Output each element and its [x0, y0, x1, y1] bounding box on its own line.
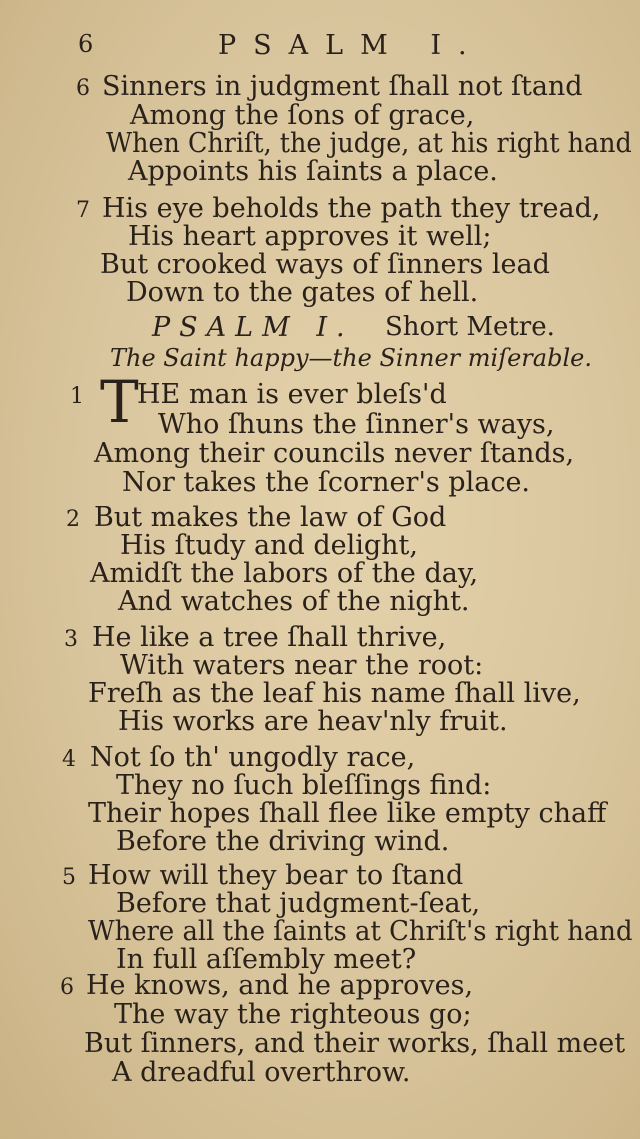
verse-line: Not ſo th' ungodly race, — [90, 742, 416, 773]
verse-line: He like a tree ſhall thrive, — [92, 622, 447, 653]
stanza-number: 2 — [66, 507, 80, 532]
stanza-number: 7 — [76, 198, 90, 223]
verse-line: His ſtudy and delight, — [120, 530, 418, 561]
stanza-number: 3 — [64, 627, 78, 652]
page-number: 6 — [78, 30, 94, 58]
verse-line: Before the driving wind. — [116, 826, 450, 857]
verse-line: HE man is ever bleſs'd — [137, 379, 447, 410]
verse-line: But ſinners, and their works, ſhall meet — [84, 1028, 626, 1059]
verse-line: He knows, and he approves, — [86, 970, 474, 1001]
stanza-number: 4 — [62, 747, 76, 772]
verse-line: When Chriſt, the judge, at his right hand — [106, 128, 632, 159]
psalm-subtitle: The Saint happy—the Sinner miſerable. — [110, 344, 592, 372]
stanza-number: 5 — [62, 865, 76, 890]
verse-line: Amidſt the labors of the day, — [90, 558, 479, 589]
verse-line: But makes the law of God — [94, 502, 447, 533]
running-head: PSALM I. — [218, 30, 484, 61]
metre-label: Short Metre. — [385, 312, 555, 342]
verse-line: A dreadful overthrow. — [112, 1057, 411, 1088]
verse-line: And watches of the night. — [118, 586, 470, 617]
verse-line: Where all the ſaints at Chriſt's right hand — [88, 916, 633, 947]
verse-line: They no ſuch bleſſings find: — [116, 770, 492, 801]
verse-line: Their hopes ſhall flee like empty chaff — [88, 798, 607, 829]
verse-line: With waters near the root: — [120, 650, 484, 681]
stanza-number: 6 — [76, 76, 90, 101]
verse-line: But crooked ways of ſinners lead — [100, 249, 550, 280]
verse-line: The way the righteous go; — [114, 999, 472, 1030]
stanza-number: 1 — [70, 384, 84, 409]
verse-line: Among the ſons of grace, — [130, 100, 475, 131]
verse-line: Freſh as the leaf his name ſhall live, — [88, 678, 581, 709]
stanza-number: 6 — [60, 975, 74, 1000]
psalm-heading: PSALM I. — [152, 312, 354, 343]
verse-line: His eye beholds the path they tread, — [102, 193, 601, 224]
verse-line: Before that judgment-ſeat, — [116, 888, 481, 919]
verse-line: Down to the gates of hell. — [126, 277, 479, 308]
verse-line: In full aſſembly meet? — [116, 944, 417, 975]
verse-line: Nor takes the ſcorner's place. — [122, 467, 531, 498]
verse-line: His works are heav'nly fruit. — [118, 706, 508, 737]
verse-line: How will they bear to ſtand — [88, 860, 464, 891]
drop-cap: T — [100, 368, 139, 436]
verse-line: Who ſhuns the ſinner's ways, — [158, 409, 555, 440]
verse-line: His heart approves it well; — [128, 221, 492, 252]
verse-line: Appoints his ſaints a place. — [128, 156, 498, 187]
verse-line: Sinners in judgment ſhall not ſtand — [102, 71, 583, 102]
verse-line: Among their councils never ſtands, — [94, 438, 575, 469]
